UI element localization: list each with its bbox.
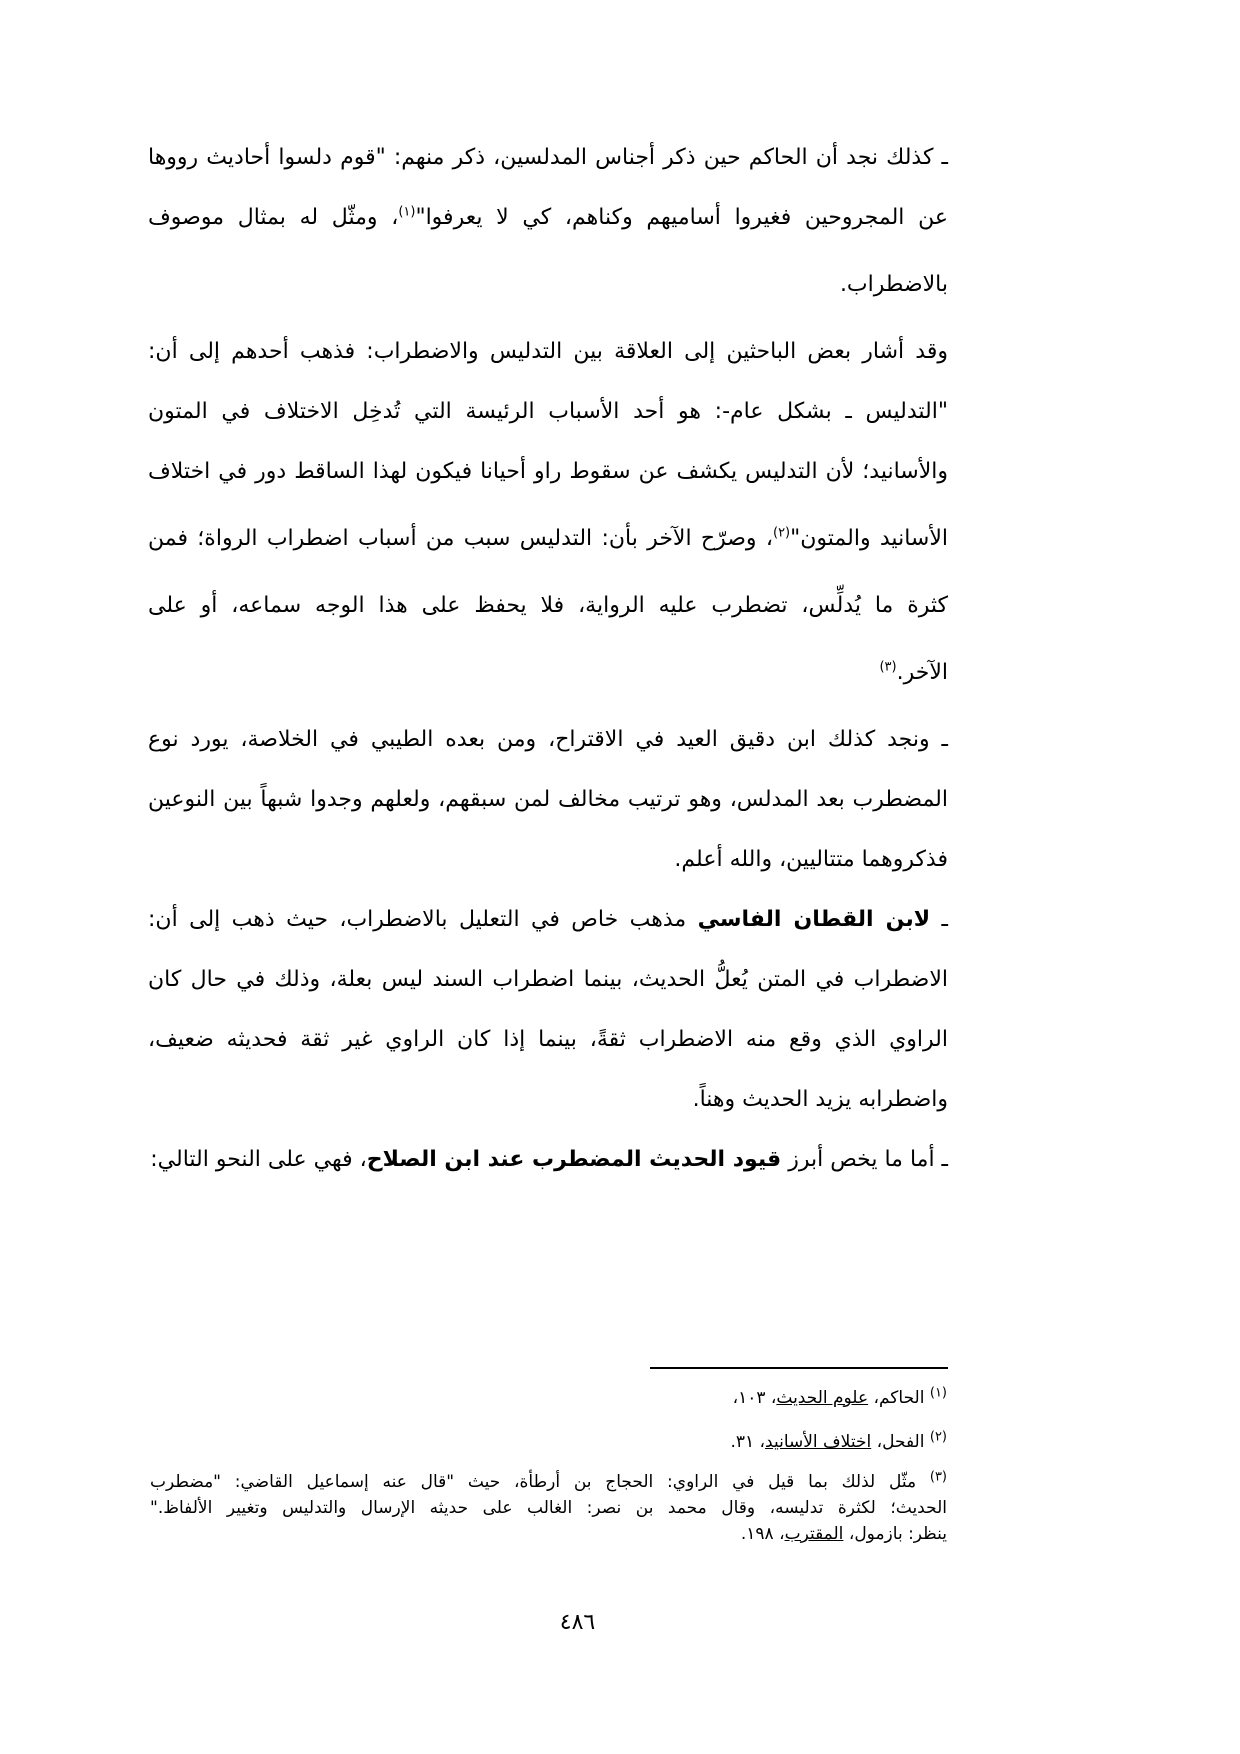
- text-line: الراوي الذي وقع منه الاضطراب ثقةً، بينما إذا كان الراوي غير ثقة فحديثه ضعيف،: [148, 1027, 948, 1052]
- footnote-page: ، ١٠٣،: [732, 1388, 777, 1408]
- text-run: مثّل لذلك بما قيل في الراوي: الحجاج بن أرطأة، حيث "قال عنه إسماعيل القاضي: "مضطرب: [150, 1472, 930, 1492]
- text-line: والأسانيد؛ لأن التدليس يكشف عن سقوط راو أحيانا فيكون لهذا الساقط دور في اختلاف: [148, 459, 948, 484]
- footnote-line: الحديث؛ لكثرة تدليسه، وقال محمد بن نصر: الغالب على حديثه الإرسال والتدليس وتغيير الألفاظ.": [150, 1498, 947, 1518]
- bold-phrase: لابن القطان الفاسي: [697, 907, 931, 932]
- footnote-ref-2: (٢): [772, 525, 791, 541]
- text-run: مذهب خاص في التعليل بالاضطراب، حيث ذهب إلى أن:: [148, 907, 698, 932]
- main-text: [148, 128, 948, 1190]
- text-line: كثرة ما يُدلِّس، تضطرب عليه الرواية، فلا يحفظ على هذا الوجه سماعه، أو على: [148, 593, 948, 618]
- footnotes: [150, 1385, 947, 1547]
- footnote-separator: [650, 1367, 948, 1369]
- footnote-author: الفحل،: [871, 1432, 930, 1452]
- text-line: [148, 636, 948, 710]
- footnote-page: ، ٣١.: [730, 1432, 766, 1452]
- text-run: ينظر: بازمول،: [843, 1524, 947, 1544]
- text-line: واضطرابه يزيد الحديث وهناً.: [692, 1087, 948, 1112]
- text-line: [148, 1130, 948, 1190]
- footnote-book-title: علوم الحديث: [776, 1388, 869, 1408]
- text-line: فذكروهما متتاليين، والله أعلم.: [674, 847, 948, 872]
- footnote-book-title: المقترب: [784, 1524, 844, 1544]
- text-run: الآخر.: [896, 660, 948, 685]
- paragraph-5: [148, 1130, 948, 1190]
- paragraph-1: [148, 128, 948, 322]
- text-run: ، وصرّح الآخر بأن: التدليس سبب من أسباب اضطراب الرواة؛ فمن: [148, 526, 773, 551]
- footnote-2: [150, 1429, 947, 1469]
- text-line: المضطرب بعد المدلس، وهو ترتيب مخالف لمن سبقهم، ولعلهم وجدوا شبهاً بين النوعين: [148, 787, 948, 812]
- text-line: [148, 502, 948, 576]
- paragraph-2: [148, 322, 948, 710]
- text-run: ـ: [930, 907, 948, 932]
- page-number: ٤٨٦: [559, 1610, 596, 1635]
- footnote-line: [150, 1521, 947, 1547]
- footnote-author: الحاكم،: [868, 1388, 930, 1408]
- text-run: ، فهي على النحو التالي:: [150, 1147, 367, 1172]
- text-line: ـ ونجد كذلك ابن دقيق العيد في الاقتراح، ومن بعده الطيبي في الخلاصة، يورد نوع: [148, 727, 948, 752]
- footnote-ref-3: (٣): [879, 659, 897, 675]
- footnote-ref-1: (١): [398, 204, 416, 220]
- text-run: ، ومثّل له بمثال موصوف: [148, 205, 399, 230]
- text-line: [148, 188, 948, 248]
- footnote-book-title: اختلاف الأسانيد: [765, 1432, 872, 1452]
- text-line: بالاضطراب.: [839, 272, 948, 297]
- text-run: ، ١٩٨.: [740, 1524, 785, 1544]
- text-run: عن المجروحين فغيروا أساميهم وكناهم، كي لا يعرفوا": [415, 205, 948, 230]
- text-line: وقد أشار بعض الباحثين إلى العلاقة بين التدليس والاضطراب: فذهب أحدهم إلى أن:: [148, 339, 948, 364]
- text-line: [148, 890, 948, 950]
- text-run: ـ أما ما يخص أبرز: [781, 1147, 948, 1172]
- paragraph-4: [148, 890, 948, 1130]
- paragraph-3: [148, 710, 948, 890]
- footnote-number: (٣): [929, 1469, 947, 1485]
- footnote-number: (١): [929, 1385, 947, 1401]
- footnote-line: [150, 1469, 947, 1495]
- text-line: "التدليس ـ بشكل عام-: هو أحد الأسباب الرئيسة التي تُدخِل الاختلاف في المتون: [148, 399, 948, 424]
- footnote-1: [150, 1385, 947, 1429]
- text-run: الأسانيد والمتون": [790, 526, 948, 551]
- text-line: ـ كذلك نجد أن الحاكم حين ذكر أجناس المدلسين، ذكر منهم: "قوم دلسوا أحاديث رووها: [148, 145, 948, 170]
- bold-phrase: قيود الحديث المضطرب عند ابن الصلاح: [366, 1147, 782, 1172]
- footnote-3: [150, 1469, 947, 1547]
- text-line: الاضطراب في المتن يُعلُّ الحديث، بينما اضطراب السند ليس بعلة، وذلك في حال كان: [148, 967, 948, 992]
- footnote-number: (٢): [929, 1429, 947, 1445]
